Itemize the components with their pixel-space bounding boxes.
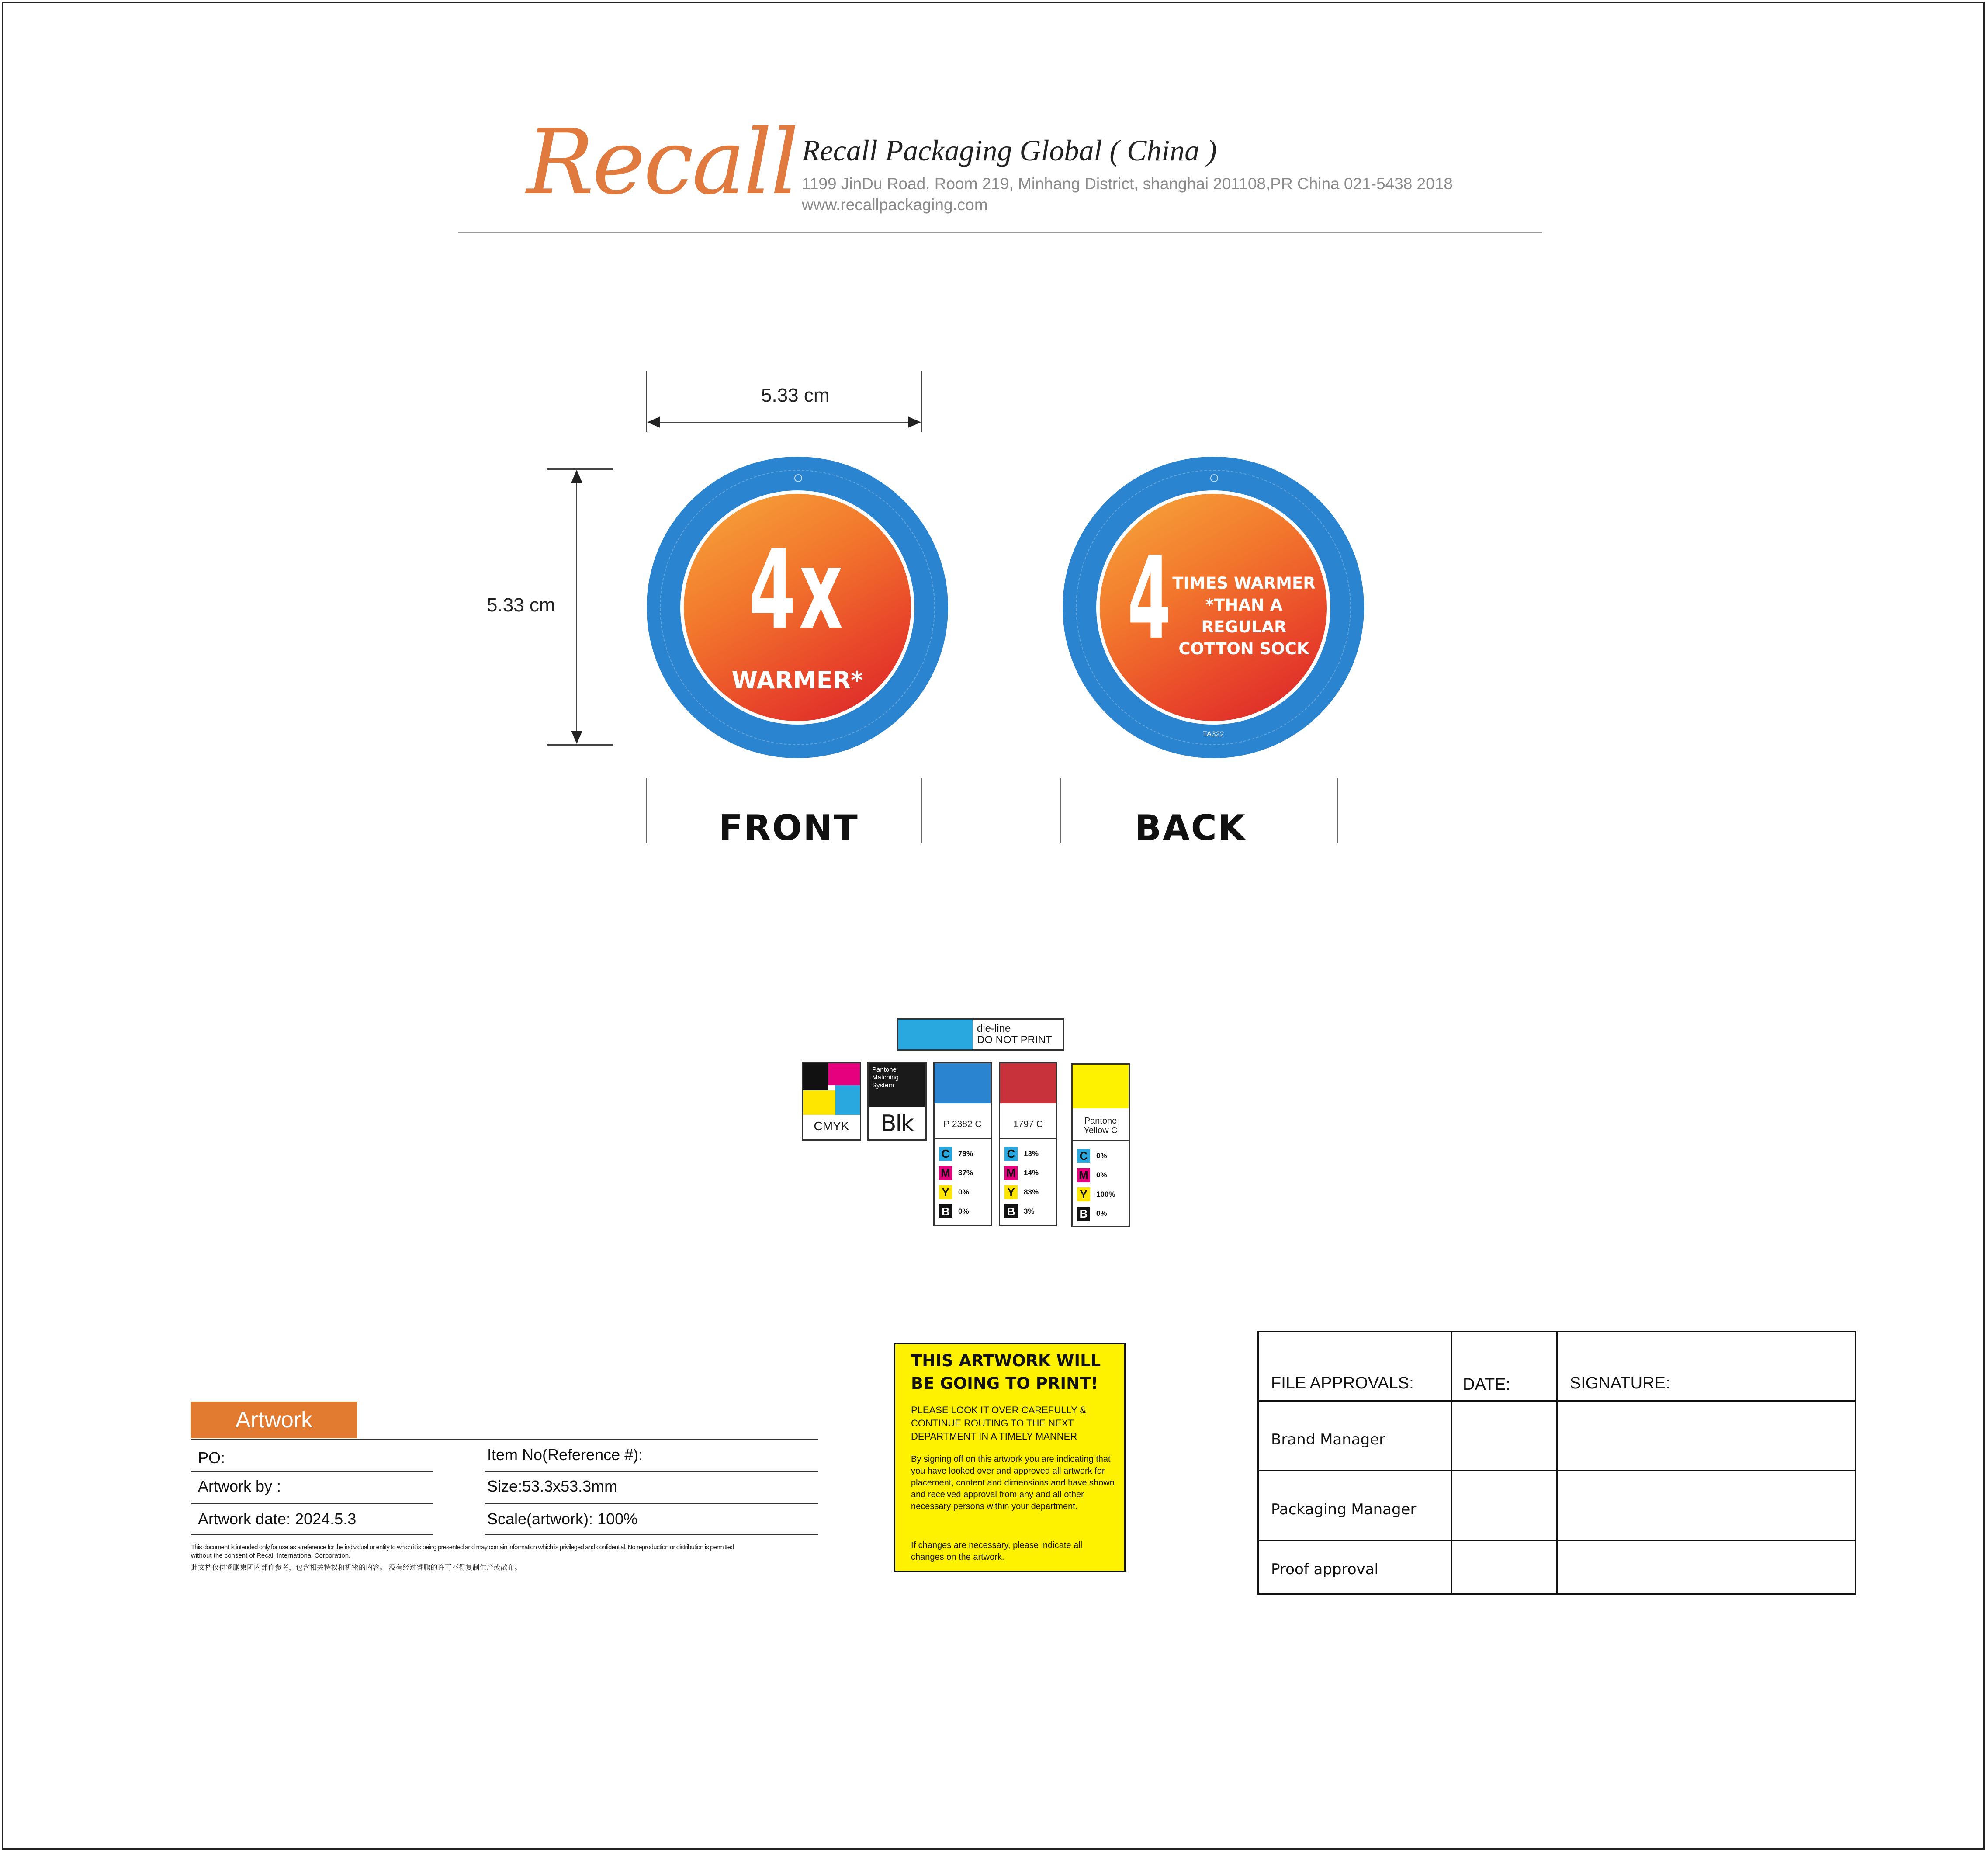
artwork-by: Artwork by :	[198, 1477, 281, 1495]
pantone-1797-rule	[1000, 1138, 1056, 1139]
yellow-key: Y	[939, 1185, 952, 1199]
cmyk-black-block	[803, 1063, 828, 1090]
proof-date-cell[interactable]	[1452, 1541, 1556, 1593]
magenta-key: M	[1004, 1166, 1018, 1180]
height-dimension-line	[576, 471, 577, 743]
packaging-date-cell[interactable]	[1452, 1471, 1556, 1540]
height-label: 5.33 cm	[487, 594, 555, 616]
pantone-yellow-y: 100%	[1096, 1190, 1115, 1198]
back-line-3: COTTON SOCK	[1178, 639, 1309, 658]
pantone-2382-m: 37%	[958, 1169, 973, 1177]
front-hang-hole	[794, 474, 802, 482]
proof-signature-cell[interactable]	[1558, 1541, 1855, 1593]
back-tag	[1063, 457, 1364, 758]
back-line-2: *THAN A REGULAR	[1201, 596, 1287, 636]
back-tick-right	[1337, 778, 1338, 843]
cmyk-magenta-block	[828, 1063, 860, 1085]
back-item-code: TA322	[1202, 730, 1224, 738]
back-tick-left	[1060, 778, 1061, 843]
print-notice-changes: If changes are necessary, please indicate all changes on the artwork.	[911, 1541, 1083, 1562]
pantone-label-2: Matching	[872, 1074, 899, 1081]
pantone-yellow-fill	[1073, 1065, 1129, 1108]
brand-date-cell[interactable]	[1452, 1402, 1556, 1470]
cmyk-cyan-block	[835, 1085, 860, 1115]
pantone-yellow-c-row	[1077, 1149, 1107, 1163]
pantone-yellow-name-2: Yellow C	[1084, 1126, 1118, 1135]
front-warmer-text: WARMER*	[731, 666, 863, 694]
pantone-1797-b: 3%	[1024, 1207, 1035, 1215]
pantone-2382-y: 0%	[958, 1188, 969, 1196]
width-arrow-right	[908, 416, 921, 428]
print-notice-heading-2: BE GOING TO PRINT!	[911, 1374, 1098, 1393]
height-extension-bottom	[547, 744, 613, 746]
pantone-2382-name: P 2382 C	[943, 1119, 982, 1129]
pantone-2382-c: 79%	[958, 1149, 973, 1158]
approvals-header-signature: SIGNATURE:	[1570, 1374, 1670, 1392]
front-4x-text: 4x	[748, 526, 846, 653]
pantone-yellow-c: 0%	[1096, 1152, 1107, 1160]
pantone-2382-m-row	[939, 1166, 973, 1180]
black-key: B	[1077, 1207, 1090, 1221]
pantone-system-label	[872, 1066, 899, 1090]
dieline-color-fill	[898, 1020, 973, 1049]
artwork-rule-2	[191, 1503, 433, 1504]
artwork-rule-1b	[485, 1471, 818, 1472]
back-4-text: 4	[1127, 533, 1171, 665]
pantone-yellow-m-row	[1077, 1168, 1107, 1183]
back-line-1: TIMES WARMER	[1172, 574, 1316, 593]
black-swatch	[867, 1062, 927, 1141]
disclaimer-en-2: without the consent of Recall International Corporation.	[191, 1552, 351, 1559]
cmyk-swatch	[802, 1062, 861, 1141]
pantone-1797-c: 13%	[1024, 1149, 1039, 1158]
print-notice-heading-1: THIS ARTWORK WILL	[911, 1351, 1101, 1370]
width-extension-right	[921, 371, 922, 432]
pantone-1797-name: 1797 C	[1013, 1119, 1043, 1129]
back-hang-hole	[1210, 474, 1218, 482]
artwork-po: PO:	[198, 1449, 225, 1467]
artwork-rule-2b	[485, 1503, 818, 1504]
width-label: 5.33 cm	[761, 385, 830, 406]
cmyk-yellow-block	[803, 1090, 835, 1115]
pantone-2382-y-row	[939, 1185, 969, 1200]
front-gradient-disc	[684, 494, 911, 721]
artwork-rule-3b	[485, 1534, 818, 1535]
packaging-signature-cell[interactable]	[1558, 1471, 1855, 1540]
dieline-label-2: DO NOT PRINT	[977, 1034, 1052, 1046]
disclaimer-en-1: This document is intended only for use as a reference for the individual or entity to which it is being presented and may contain information which is privileged and confidential. No reproduction or distribution is permitted	[191, 1544, 734, 1551]
pantone-1797-b-row	[1004, 1204, 1035, 1219]
front-tick-left	[646, 778, 647, 843]
cyan-key: C	[1004, 1147, 1018, 1161]
dieline-swatch	[897, 1018, 1064, 1051]
approvals-header-date: DATE:	[1463, 1375, 1511, 1394]
artwork-top-rule	[191, 1439, 818, 1440]
pantone-label-3: System	[872, 1082, 894, 1089]
artwork-size: Size:53.3x53.3mm	[487, 1477, 618, 1495]
artwork-title: Artwork	[191, 1402, 357, 1438]
brand-signature-cell[interactable]	[1558, 1402, 1855, 1470]
pantone-yellow-b-row	[1077, 1206, 1107, 1221]
pantone-label-1: Pantone	[872, 1066, 897, 1073]
yellow-key: Y	[1004, 1185, 1018, 1199]
back-gradient-disc	[1100, 494, 1327, 721]
width-dimension-line	[649, 422, 920, 423]
disclaimer-zh: 此文档仅供睿鹏集团内部作参考，包含相关特权和机密的内容。 没有经过睿鹏的许可不得复制生产或散布。	[191, 1564, 522, 1572]
pantone-1797-swatch	[999, 1062, 1057, 1226]
width-arrow-left	[647, 416, 660, 428]
pantone-yellow-rule	[1073, 1140, 1129, 1141]
cyan-key: C	[1077, 1149, 1090, 1163]
back-claim-text	[1161, 573, 1327, 660]
pantone-1797-m: 14%	[1024, 1169, 1039, 1177]
company-address: 1199 JinDu Road, Room 219, Minhang District, shanghai 201108,PR China 021-5438 2018	[802, 175, 1453, 193]
black-key: B	[939, 1204, 952, 1218]
approvals-row-brand: Brand Manager	[1271, 1431, 1385, 1448]
header-divider	[458, 232, 1542, 233]
pantone-yellow-b: 0%	[1096, 1209, 1107, 1218]
company-name: Recall Packaging Global ( China )	[802, 134, 1217, 167]
back-label: BACK	[1135, 808, 1247, 848]
dieline-swatch-label	[977, 1023, 1052, 1046]
print-notice-box	[894, 1343, 1126, 1572]
pantone-yellow-m: 0%	[1096, 1171, 1107, 1179]
pantone-yellow-name-1: Pantone	[1084, 1116, 1117, 1126]
front-tag	[647, 457, 948, 758]
artwork-rule-1	[191, 1471, 433, 1472]
dieline-label-1: die-line	[977, 1023, 1011, 1034]
pantone-1797-m-row	[1004, 1166, 1039, 1180]
magenta-key: M	[939, 1166, 952, 1180]
artwork-scale: Scale(artwork): 100%	[487, 1510, 638, 1528]
print-notice-heading	[911, 1350, 1101, 1395]
yellow-key: Y	[1077, 1187, 1090, 1201]
front-label: FRONT	[719, 808, 859, 848]
pantone-1797-fill	[1000, 1063, 1056, 1103]
height-arrow-top	[571, 470, 582, 483]
pantone-2382-fill	[935, 1063, 991, 1103]
pantone-2382-swatch	[933, 1062, 992, 1226]
print-notice-signoff: By signing off on this artwork you are indicating that you have looked over and approved all artwork for placement, content and dimensions and have shown and received approval from any and all other necessary persons within your department.	[911, 1454, 1115, 1511]
pantone-2382-c-row	[939, 1146, 973, 1161]
recall-logo: Recall	[526, 111, 797, 215]
print-notice-instruction: PLEASE LOOK IT OVER CAREFULLY & CONTINUE ROUTING TO THE NEXT DEPARTMENT IN A TIMELY MANNER	[911, 1405, 1087, 1442]
front-tick-right	[921, 778, 922, 843]
height-arrow-bottom	[571, 731, 582, 744]
pantone-yellow-y-row	[1077, 1187, 1115, 1202]
pantone-2382-rule	[935, 1138, 991, 1139]
artwork-date: Artwork date: 2024.5.3	[198, 1510, 357, 1528]
approvals-row-proof: Proof approval	[1271, 1561, 1378, 1578]
pantone-2382-b-row	[939, 1204, 969, 1219]
blk-label: Blk	[880, 1110, 914, 1137]
pantone-1797-y-row	[1004, 1185, 1039, 1200]
cyan-key: C	[939, 1147, 952, 1161]
pantone-yellow-name	[1073, 1116, 1129, 1135]
artwork-item-no: Item No(Reference #):	[487, 1446, 643, 1464]
approvals-header-file: FILE APPROVALS:	[1271, 1374, 1414, 1392]
pantone-2382-b: 0%	[958, 1207, 969, 1215]
approvals-row-packaging: Packaging Manager	[1271, 1501, 1417, 1518]
cmyk-label: CMYK	[814, 1119, 849, 1133]
black-key: B	[1004, 1204, 1018, 1218]
company-website: www.recallpackaging.com	[802, 196, 988, 214]
magenta-key: M	[1077, 1168, 1090, 1182]
pantone-1797-y: 83%	[1024, 1188, 1039, 1196]
pantone-1797-c-row	[1004, 1146, 1039, 1161]
artwork-rule-3	[191, 1534, 433, 1535]
approvals-table	[1257, 1331, 1856, 1595]
pantone-yellow-swatch	[1071, 1063, 1130, 1227]
